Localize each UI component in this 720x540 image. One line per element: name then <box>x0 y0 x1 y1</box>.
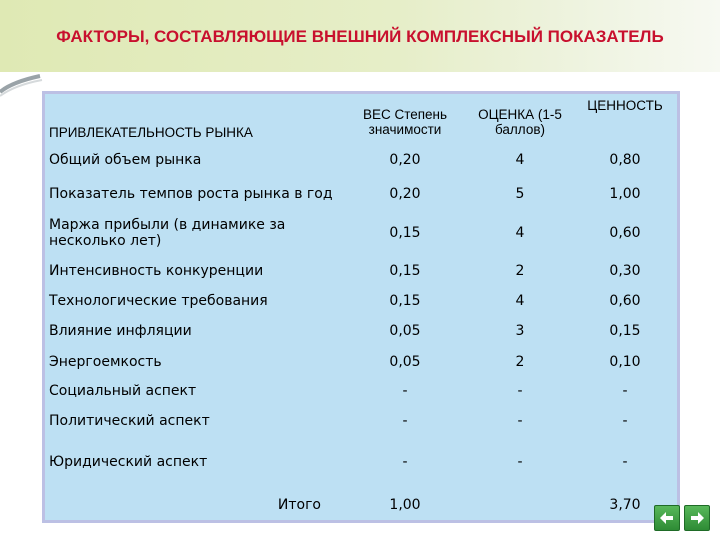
row-value: 0,15 <box>609 323 641 339</box>
row-factor: Интенсивность конкуренции <box>49 263 264 279</box>
table-row <box>45 446 677 478</box>
table-row <box>45 286 677 316</box>
table-row <box>45 214 677 252</box>
row-score: - <box>517 413 523 429</box>
row-weight: - <box>402 383 408 399</box>
row-value: 0,60 <box>609 225 641 241</box>
row-weight: 0,20 <box>389 152 421 168</box>
row-factor: Маржа прибыли (в динамике за несколько лет) <box>49 217 286 249</box>
table-row <box>45 347 677 377</box>
table-row <box>45 175 677 213</box>
arrow-left-icon <box>658 509 676 527</box>
row-weight: 0,20 <box>389 186 421 202</box>
table-row <box>45 376 677 406</box>
row-score: - <box>517 383 523 399</box>
row-factor: Юридический аспект <box>49 454 208 470</box>
header-weight: ВЕС Степень значимости <box>362 107 448 137</box>
arrow-right-icon <box>688 509 706 527</box>
row-value: 1,00 <box>609 186 641 202</box>
row-score: 2 <box>515 263 525 279</box>
row-weight: - <box>402 454 408 470</box>
row-weight: 0,15 <box>389 225 421 241</box>
row-score: 4 <box>515 152 525 168</box>
row-value: - <box>622 454 628 470</box>
table-row <box>45 256 677 286</box>
table-header-row <box>45 94 677 150</box>
header-factor: ПРИВЛЕКАТЕЛЬНОСТЬ РЫНКА <box>49 124 253 140</box>
slide-title: ФАКТОРЫ, СОСТАВЛЯЮЩИЕ ВНЕШНИЙ КОМПЛЕКСНЫЙ ПОКАЗАТЕЛЬ <box>56 27 664 46</box>
row-score: 2 <box>515 354 525 370</box>
row-value: 0,60 <box>609 293 641 309</box>
row-value: 0,30 <box>609 263 641 279</box>
row-score: 3 <box>515 323 525 339</box>
row-score: 5 <box>515 186 525 202</box>
total-label: Итого <box>277 497 321 513</box>
row-value: 0,80 <box>609 152 641 168</box>
row-factor: Показатель темпов роста рынка в год <box>49 186 333 202</box>
header-value: ЦЕННОСТЬ <box>587 98 663 113</box>
row-value: - <box>622 413 628 429</box>
table-row <box>45 146 677 174</box>
row-weight: 0,05 <box>389 323 421 339</box>
row-factor: Энергоемкость <box>49 354 162 370</box>
row-value: 0,10 <box>609 354 641 370</box>
row-factor: Технологические требования <box>49 293 268 309</box>
table-row <box>45 406 677 436</box>
row-factor: Политический аспект <box>49 413 210 429</box>
total-row <box>45 490 677 520</box>
row-weight: 0,15 <box>389 293 421 309</box>
row-factor: Общий объем рынка <box>49 152 202 168</box>
row-weight: 0,05 <box>389 354 421 370</box>
row-factor: Влияние инфляции <box>49 323 192 339</box>
table-row <box>45 316 677 346</box>
total-weight: 1,00 <box>389 497 421 513</box>
next-slide-button[interactable] <box>684 505 710 531</box>
prev-slide-button[interactable] <box>654 505 680 531</box>
total-value: 3,70 <box>609 497 641 513</box>
row-value: - <box>622 383 628 399</box>
row-weight: 0,15 <box>389 263 421 279</box>
row-score: 4 <box>515 293 525 309</box>
row-factor: Социальный аспект <box>49 383 197 399</box>
header-score: ОЦЕНКА (1-5 баллов) <box>478 107 562 137</box>
row-score: - <box>517 454 523 470</box>
factors-table <box>45 94 677 520</box>
row-weight: - <box>402 413 408 429</box>
row-score: 4 <box>515 225 525 241</box>
